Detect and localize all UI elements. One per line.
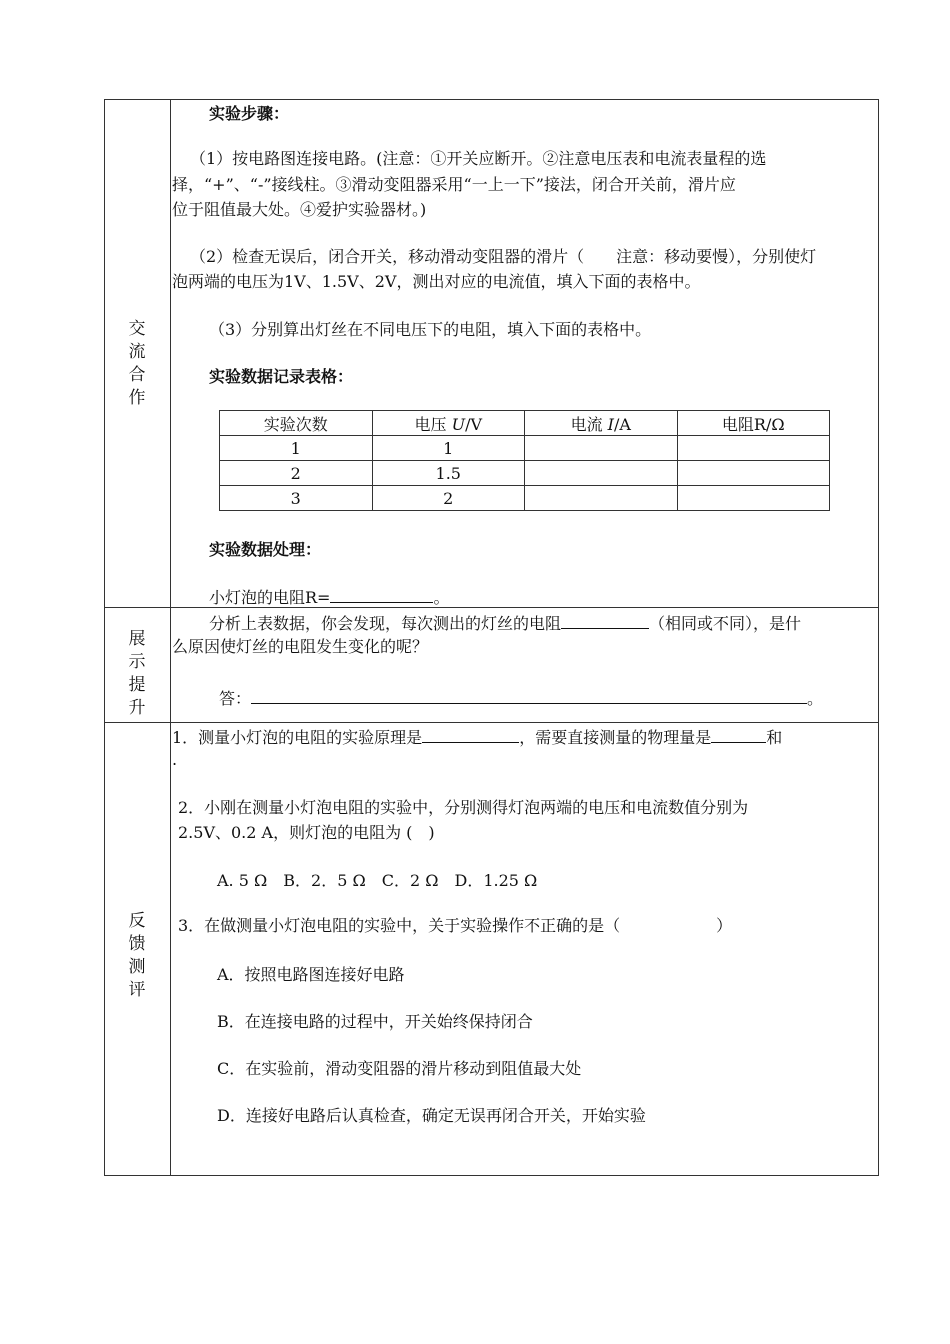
answer-blank[interactable]	[251, 685, 807, 704]
q1-quantity-blank[interactable]	[711, 724, 766, 743]
header-voltage: 电压 U/V	[372, 411, 525, 436]
section-label-feedback	[104, 910, 170, 1002]
table-cell: 2	[372, 486, 525, 511]
table-cell[interactable]	[525, 461, 678, 486]
table-cell: 3	[220, 486, 373, 511]
step3: （3）分别算出灯丝在不同电压下的电阻，填入下面的表格中。	[209, 320, 652, 339]
same-different-blank[interactable]	[561, 610, 649, 629]
table-row	[220, 461, 830, 486]
table-row	[220, 486, 830, 511]
q1-line	[172, 724, 782, 750]
table-cell: 1	[372, 436, 525, 461]
table-row	[220, 436, 830, 461]
resistance-prefix: 小灯泡的电阻R=	[209, 588, 331, 607]
table-cell: 2	[220, 461, 373, 486]
table-heading: 实验数据记录表格：	[209, 367, 354, 386]
section-label-display	[104, 628, 170, 720]
table-cell: 1	[220, 436, 373, 461]
answer-suffix: 。	[807, 689, 824, 708]
q3-option-a: A．按照电路图连接好电路	[217, 965, 405, 984]
label-char: 展	[128, 629, 146, 649]
q1-text: ，需要直接测量的物理量是	[519, 728, 712, 747]
label-char: 反	[128, 911, 146, 931]
answer-prefix: 答：	[219, 689, 252, 708]
q2-line1: 2．小刚在测量小灯泡电阻的实验中，分别测得灯泡两端的电压和电流数值分别为	[178, 798, 749, 817]
display-text: 分析上表数据，你会发现，每次测出的灯丝的电阻	[209, 614, 562, 633]
label-char: 评	[128, 980, 146, 1000]
label-char: 合	[128, 365, 146, 385]
q3-stem: 3．在做测量小灯泡电阻的实验中，关于实验操作不正确的是（ ）	[178, 916, 733, 935]
label-char: 测	[128, 957, 146, 977]
header-current: 电流 I/A	[525, 411, 678, 436]
resistance-blank[interactable]	[330, 584, 433, 603]
table-cell[interactable]	[525, 486, 678, 511]
table-header-row	[220, 411, 830, 436]
display-text: （相同或不同），是什	[649, 614, 802, 633]
column-divider	[170, 99, 171, 1176]
resistance-suffix: 。	[433, 588, 450, 607]
table-cell: 1.5	[372, 461, 525, 486]
step1-line1: （1）按电路图连接电路。(注意：①开关应断开。②注意电压表和电流表量程的选	[190, 149, 767, 168]
display-line1	[209, 610, 801, 636]
step1-line2: 择，“+”、“-”接线柱。③滑动变阻器采用“一上一下”接法，闭合开关前，滑片应	[172, 175, 736, 194]
processing-heading: 实验数据处理：	[209, 540, 322, 559]
step2-line2: 泡两端的电压为1V、1.5V、2V，测出对应的电流值，填入下面的表格中。	[172, 272, 701, 291]
label-char: 交	[128, 319, 146, 339]
q3-option-d: D．连接好电路后认真检查，确定无误再闭合开关，开始实验	[217, 1106, 646, 1125]
table-cell[interactable]	[677, 436, 830, 461]
answer-line	[219, 685, 823, 711]
header-resistance: 电阻R/Ω	[677, 411, 830, 436]
label-char: 流	[128, 342, 146, 362]
resistance-line	[209, 584, 449, 610]
step1-line3: 位于阻值最大处。④爱护实验器材。)	[172, 200, 427, 219]
q3-option-c: C．在实验前，滑动变阻器的滑片移动到阻值最大处	[217, 1059, 582, 1078]
q2-options: A. 5 Ω B．2．5 Ω C．2 Ω D．1.25 Ω	[217, 871, 538, 890]
label-char: 作	[128, 388, 146, 408]
table-cell[interactable]	[525, 436, 678, 461]
q3-option-b: B．在连接电路的过程中，开关始终保持闭合	[217, 1012, 533, 1031]
data-table	[219, 410, 830, 511]
label-char: 提	[128, 675, 146, 695]
q1-principle-blank[interactable]	[422, 724, 519, 743]
q1-dot: .	[172, 750, 178, 769]
label-char: 升	[128, 698, 146, 718]
step2-line1: （2）检查无误后，闭合开关，移动滑动变阻器的滑片（ 注意：移动要慢），分别使灯	[190, 247, 817, 266]
q1-text: 和	[766, 728, 783, 747]
label-char: 示	[128, 652, 146, 672]
section-label-exchange	[104, 318, 170, 410]
table-cell[interactable]	[677, 486, 830, 511]
q2-line2: 2.5V、0.2 A，则灯泡的电阻为 ( )	[178, 823, 435, 842]
q1-text: 1．测量小灯泡的电阻的实验原理是	[172, 728, 423, 747]
display-line2: 么原因使灯丝的电阻发生变化的呢？	[172, 637, 429, 656]
row-divider-2	[104, 722, 879, 723]
steps-heading: 实验步骤：	[209, 104, 290, 123]
table-cell[interactable]	[677, 461, 830, 486]
header-trial: 实验次数	[220, 411, 373, 436]
label-char: 馈	[128, 934, 146, 954]
